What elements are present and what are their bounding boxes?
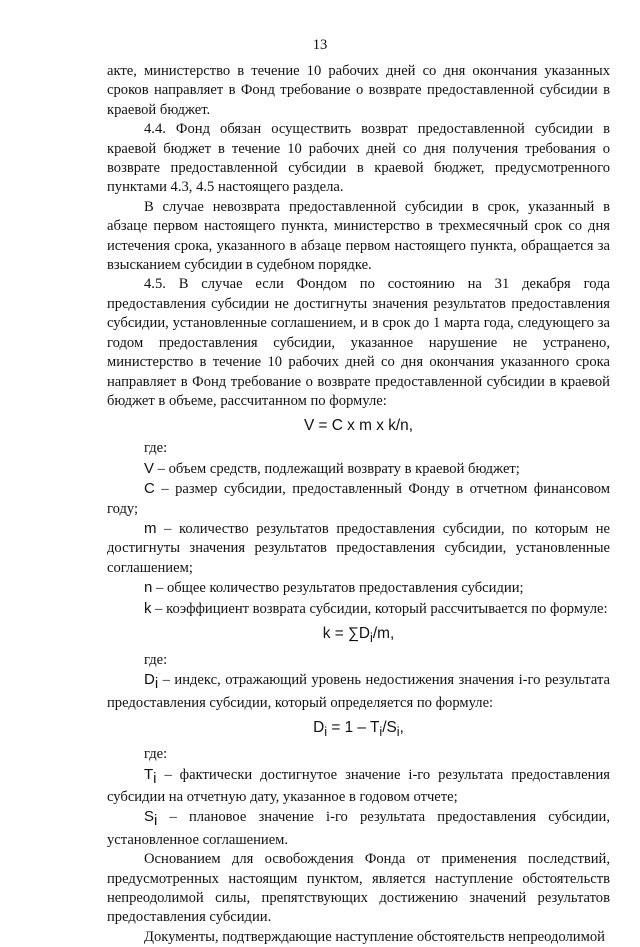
symbol-d: D (144, 671, 155, 689)
definition-n-text: – общее количество результатов предоставления субсидии; (152, 580, 524, 597)
formula-d-end: , (399, 719, 404, 737)
definition-c-text: – размер субсидии, предоставленный Фонду в отчетном финансовом году; (107, 481, 610, 517)
formula-d-slash: /S (382, 719, 397, 737)
formula-k-sub: i (370, 630, 373, 646)
formula-d (107, 717, 610, 743)
symbol-c: C (144, 480, 155, 498)
definition-k (107, 599, 610, 619)
page-number: 13 (312, 37, 328, 53)
paragraph-4-4: 4.4. Фонд обязан осуществить возврат предоставленной субсидии в краевой бюджет в течение 10 рабочих дней со дня получения требования о возврате предоставленной субсидии в краевой бюджет, предусмотренного пунктами 4.3, 4.5 настоящего раздела. (107, 121, 610, 196)
formula-d-left: D (313, 719, 325, 737)
definition-v (107, 459, 610, 479)
definition-t (107, 765, 610, 808)
symbol-d-sub: i (154, 675, 159, 693)
paragraph-force-majeure: Основанием для освобождения Фонда от применения последствий, предусмотренных настоящим пунктом, является наступление обстоятельств непреодолимой силы, препятствующих достижению значений результатов предоставления субсидии. (107, 851, 610, 926)
paragraph-non-return: В случае невозврата предоставленной субсидии в срок, указанный в абзаце первом настоящего пункта, министерство в трехмесячный срок со дня истечения срока, указанного в абзаце первом настоящего пункта, обращается за взысканием субсидии в судебном порядке. (107, 198, 610, 274)
definition-d (107, 670, 610, 713)
paragraph-4-5: 4.5. В случае если Фондом по состоянию на 31 декабря года предоставления субсидии не достигнуты значения результатов предоставления субсидии, установленные соглашением, и в срок до 1 марта года, следующего за годом предоставления субсидии, указанное нарушение не устранено, министерство в течение 10 рабочих дней со дня окончания указанного срока направляет в Фонд требование о возврате предоставленной субсидии в краевой бюджет в объеме, рассчитанном по формуле: (107, 276, 610, 409)
formula-d-sub3: i (396, 724, 400, 740)
definition-n (107, 578, 610, 598)
definition-m (107, 519, 610, 578)
symbol-s: S (144, 808, 155, 826)
where-label-3: где: (144, 746, 168, 763)
definition-s (107, 807, 610, 850)
formula-d-mid: = 1 – T (327, 719, 380, 737)
document-body (107, 62, 610, 947)
formula-k (107, 623, 610, 649)
definition-v-text: – объем средств, подлежащий возврату в краевой бюджет; (154, 460, 520, 477)
symbol-t: T (144, 765, 154, 783)
symbol-s-sub: i (154, 812, 158, 830)
formula-k-right: /m, (372, 624, 395, 642)
formula-k-left: k = ∑D (322, 624, 371, 642)
symbol-k: k (144, 599, 152, 617)
where-label-2: где: (144, 652, 168, 669)
symbol-n: n (144, 579, 153, 597)
formula-d-sub1: i (324, 724, 328, 740)
definition-s-text: – плановое значение i-го результата предоставления субсидии, установленное соглашением. (107, 809, 610, 848)
paragraph-continuation: акте, министерство в течение 10 рабочих дней со дня окончания указанных сроков направляет в Фонд требование о возврате предоставленной субсидии в краевой бюджет. (107, 63, 610, 118)
definition-k-text: – коэффициент возврата субсидии, который рассчитывается по формуле: (151, 600, 608, 617)
formula-v: V = C x m x k/n, (303, 417, 414, 435)
symbol-t-sub: i (153, 769, 157, 787)
definition-m-text: – количество результатов предоставления субсидии, по которым не достигнуты значения результатов предоставления субсидии, установленные соглашением; (107, 520, 610, 576)
where-label-1: где: (144, 440, 168, 457)
definition-c (107, 479, 610, 519)
definition-d-text: – индекс, отражающий уровень недостижения значения i-го результата предоставления субсидии, который определяется по формуле: (107, 672, 610, 711)
symbol-v: V (144, 459, 155, 477)
formula-d-sub2: i (379, 724, 383, 740)
symbol-m: m (144, 519, 157, 537)
definition-t-text: – фактически достигнутое значение i-го результата предоставления субсидии на отчетную дату, указанное в годовом отчете; (107, 766, 610, 805)
paragraph-documents: Документы, подтверждающие наступление обстоятельств непреодолимой (144, 928, 605, 945)
